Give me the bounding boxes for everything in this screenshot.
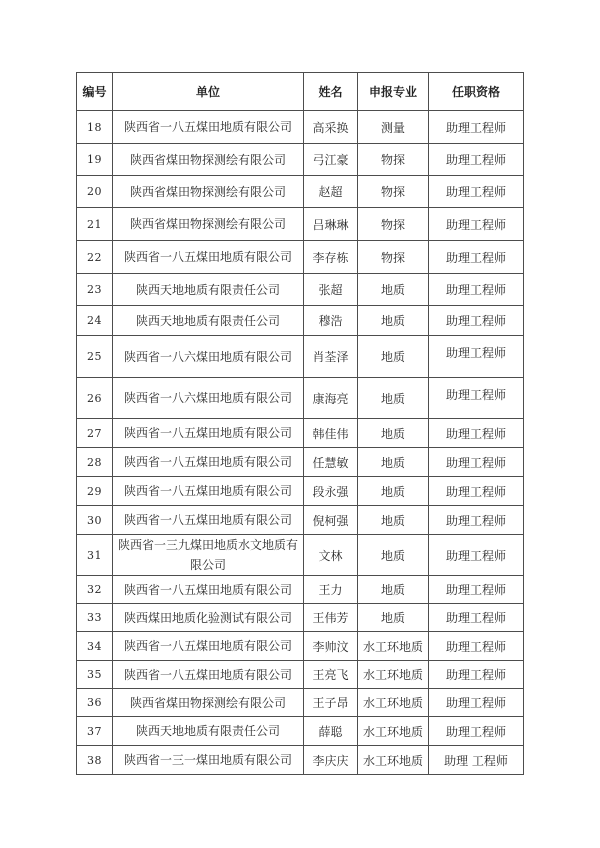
unit-cell: 陕西省一八五煤田地质有限公司 — [113, 419, 304, 448]
row-number: 36 — [77, 689, 113, 717]
name-cell: 王力 — [304, 576, 358, 604]
table-row — [77, 506, 524, 535]
table-row — [77, 535, 524, 576]
qualification-cell: 助理工程师 — [429, 632, 524, 661]
qualification-cell: 助理工程师 — [429, 241, 524, 274]
unit-cell: 陕西省一八五煤田地质有限公司 — [113, 111, 304, 144]
qualification-cell: 助理工程师 — [429, 689, 524, 717]
name-cell: 王子昂 — [304, 689, 358, 717]
row-number: 28 — [77, 448, 113, 477]
row-number: 32 — [77, 576, 113, 604]
name-cell: 赵超 — [304, 176, 358, 208]
row-number: 25 — [77, 336, 113, 378]
qualification-cell: 助理工程师 — [429, 477, 524, 506]
specialty-cell: 地质 — [358, 336, 429, 378]
name-cell: 李庆庆 — [304, 746, 358, 775]
row-number: 20 — [77, 176, 113, 208]
col-header-qualification: 任职资格 — [429, 73, 524, 111]
table-row — [77, 746, 524, 775]
table-row — [77, 274, 524, 306]
table-row — [77, 378, 524, 419]
unit-cell: 陕西省煤田物探测绘有限公司 — [113, 208, 304, 241]
specialty-cell: 地质 — [358, 378, 429, 419]
table-row — [77, 448, 524, 477]
qualification-cell: 助理工程师 — [429, 306, 524, 336]
specialty-cell: 物探 — [358, 241, 429, 274]
table-row — [77, 717, 524, 746]
unit-cell: 陕西省一八五煤田地质有限公司 — [113, 632, 304, 661]
specialty-cell: 水工环地质 — [358, 746, 429, 775]
specialty-cell: 测量 — [358, 111, 429, 144]
unit-cell: 陕西天地地质有限责任公司 — [113, 306, 304, 336]
specialty-cell: 地质 — [358, 419, 429, 448]
name-cell: 李存栋 — [304, 241, 358, 274]
row-number: 22 — [77, 241, 113, 274]
row-number: 19 — [77, 144, 113, 176]
qualification-cell: 助理工程师 — [429, 717, 524, 746]
name-cell: 吕琳琳 — [304, 208, 358, 241]
qualification-cell: 助理 工程师 — [429, 746, 524, 775]
table-row — [77, 661, 524, 689]
unit-cell: 陕西省一三九煤田地质水文地质有限公司 — [113, 535, 304, 576]
table-row — [77, 111, 524, 144]
unit-cell: 陕西煤田地质化验测试有限公司 — [113, 604, 304, 632]
name-cell: 肖荃泽 — [304, 336, 358, 378]
row-number: 29 — [77, 477, 113, 506]
qualification-cell: 助理工程师 — [429, 336, 524, 378]
name-cell: 薛聪 — [304, 717, 358, 746]
name-cell: 王亮飞 — [304, 661, 358, 689]
row-number: 35 — [77, 661, 113, 689]
specialty-cell: 地质 — [358, 576, 429, 604]
row-number: 33 — [77, 604, 113, 632]
unit-cell: 陕西天地地质有限责任公司 — [113, 274, 304, 306]
row-number: 18 — [77, 111, 113, 144]
qualification-cell: 助理工程师 — [429, 604, 524, 632]
header-row — [77, 73, 524, 111]
specialty-cell: 物探 — [358, 208, 429, 241]
table-row — [77, 419, 524, 448]
unit-cell: 陕西省一八五煤田地质有限公司 — [113, 576, 304, 604]
unit-cell: 陕西省一三一煤田地质有限公司 — [113, 746, 304, 775]
table-row — [77, 477, 524, 506]
table-row — [77, 208, 524, 241]
col-header-number: 编号 — [77, 73, 113, 111]
name-cell: 弓江豪 — [304, 144, 358, 176]
specialty-cell: 地质 — [358, 604, 429, 632]
specialty-cell: 物探 — [358, 144, 429, 176]
col-header-unit: 单位 — [113, 73, 304, 111]
unit-cell: 陕西省一八六煤田地质有限公司 — [113, 336, 304, 378]
name-cell: 倪柯强 — [304, 506, 358, 535]
row-number: 38 — [77, 746, 113, 775]
unit-cell: 陕西省一八五煤田地质有限公司 — [113, 241, 304, 274]
table-row — [77, 306, 524, 336]
specialty-cell: 水工环地质 — [358, 689, 429, 717]
qualification-cell: 助理工程师 — [429, 208, 524, 241]
row-number: 26 — [77, 378, 113, 419]
row-number: 23 — [77, 274, 113, 306]
name-cell: 段永强 — [304, 477, 358, 506]
row-number: 24 — [77, 306, 113, 336]
table-row — [77, 144, 524, 176]
qualification-cell: 助理工程师 — [429, 506, 524, 535]
unit-cell: 陕西省一八六煤田地质有限公司 — [113, 378, 304, 419]
table-row — [77, 604, 524, 632]
qualification-cell: 助理工程师 — [429, 535, 524, 576]
name-cell: 张超 — [304, 274, 358, 306]
col-header-specialty: 申报专业 — [358, 73, 429, 111]
specialty-cell: 地质 — [358, 274, 429, 306]
row-number: 37 — [77, 717, 113, 746]
qualification-cell: 助理工程师 — [429, 419, 524, 448]
unit-cell: 陕西省煤田物探测绘有限公司 — [113, 689, 304, 717]
qualification-cell: 助理工程师 — [429, 661, 524, 689]
specialty-cell: 水工环地质 — [358, 632, 429, 661]
qualification-cell: 助理工程师 — [429, 176, 524, 208]
qualification-cell: 助理工程师 — [429, 448, 524, 477]
qualification-cell: 助理工程师 — [429, 576, 524, 604]
table-row — [77, 689, 524, 717]
table-row — [77, 576, 524, 604]
unit-cell: 陕西省煤田物探测绘有限公司 — [113, 144, 304, 176]
unit-cell: 陕西省煤田物探测绘有限公司 — [113, 176, 304, 208]
specialty-cell: 地质 — [358, 477, 429, 506]
name-cell: 韩佳伟 — [304, 419, 358, 448]
qualification-cell: 助理工程师 — [429, 378, 524, 419]
row-number: 30 — [77, 506, 113, 535]
name-cell: 康海亮 — [304, 378, 358, 419]
name-cell: 王伟芳 — [304, 604, 358, 632]
row-number: 34 — [77, 632, 113, 661]
roster-table — [76, 72, 524, 775]
row-number: 27 — [77, 419, 113, 448]
table-row — [77, 336, 524, 378]
unit-cell: 陕西省一八五煤田地质有限公司 — [113, 661, 304, 689]
unit-cell: 陕西天地地质有限责任公司 — [113, 717, 304, 746]
name-cell: 文林 — [304, 535, 358, 576]
specialty-cell: 地质 — [358, 535, 429, 576]
specialty-cell: 物探 — [358, 176, 429, 208]
qualification-cell: 助理工程师 — [429, 144, 524, 176]
qualification-cell: 助理工程师 — [429, 274, 524, 306]
unit-cell: 陕西省一八五煤田地质有限公司 — [113, 506, 304, 535]
qualification-cell: 助理工程师 — [429, 111, 524, 144]
table-row — [77, 632, 524, 661]
name-cell: 高采换 — [304, 111, 358, 144]
name-cell: 穆浩 — [304, 306, 358, 336]
specialty-cell: 地质 — [358, 306, 429, 336]
specialty-cell: 水工环地质 — [358, 717, 429, 746]
row-number: 31 — [77, 535, 113, 576]
specialty-cell: 水工环地质 — [358, 661, 429, 689]
specialty-cell: 地质 — [358, 448, 429, 477]
unit-cell: 陕西省一八五煤田地质有限公司 — [113, 477, 304, 506]
unit-cell: 陕西省一八五煤田地质有限公司 — [113, 448, 304, 477]
table-row — [77, 241, 524, 274]
col-header-name: 姓名 — [304, 73, 358, 111]
name-cell: 任慧敏 — [304, 448, 358, 477]
table-row — [77, 176, 524, 208]
specialty-cell: 地质 — [358, 506, 429, 535]
name-cell: 李帅汶 — [304, 632, 358, 661]
row-number: 21 — [77, 208, 113, 241]
